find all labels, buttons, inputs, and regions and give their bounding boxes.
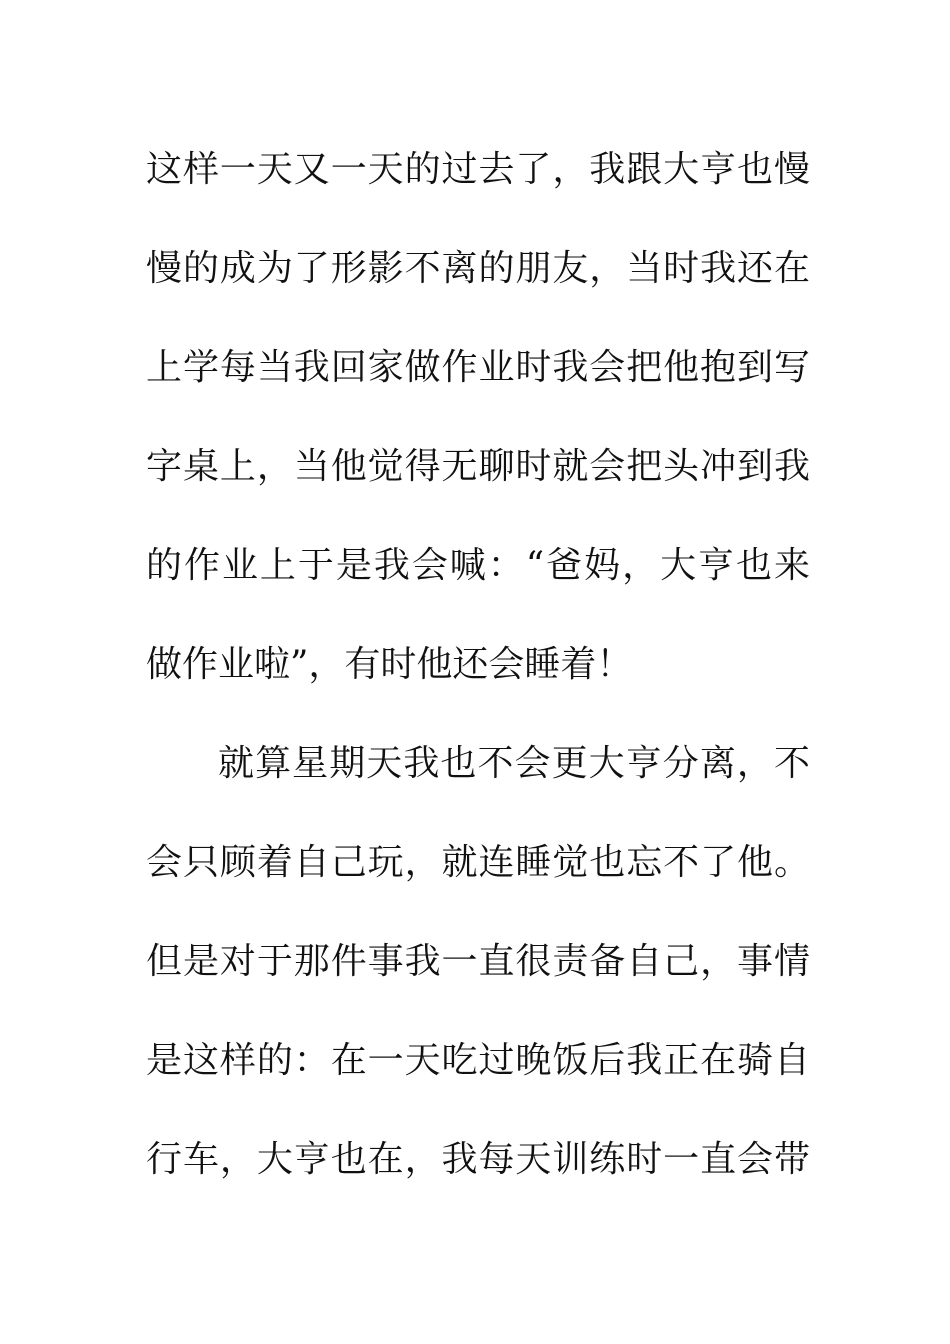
text-line: 字桌上，当他觉得无聊时就会把头冲到我 (146, 446, 810, 487)
body-text (146, 120, 810, 1209)
text-line: 会只顾着自己玩，就连睡觉也忘不了他。 (146, 842, 810, 883)
text-line: 慢的成为了形影不离的朋友，当时我还在 (146, 248, 810, 289)
text-line: 但是对于那件事我一直很责备自己，事情 (146, 941, 810, 982)
text-line: 是这样的：在一天吃过晚饭后我正在骑自 (146, 1040, 810, 1081)
text-line: 上学每当我回家做作业时我会把他抱到写 (146, 347, 810, 388)
paragraph-start-line: 就算星期天我也不会更大亨分离，不 (218, 743, 810, 784)
text-line: 这样一天又一天的过去了，我跟大亨也慢 (146, 149, 810, 190)
text-line: 的作业上于是我会喊：“爸妈，大亨也来 (146, 545, 810, 586)
text-line: 做作业啦”，有时他还会睡着！ (146, 644, 633, 685)
text-line: 行车，大亨也在，我每天训练时一直会带 (146, 1139, 810, 1180)
